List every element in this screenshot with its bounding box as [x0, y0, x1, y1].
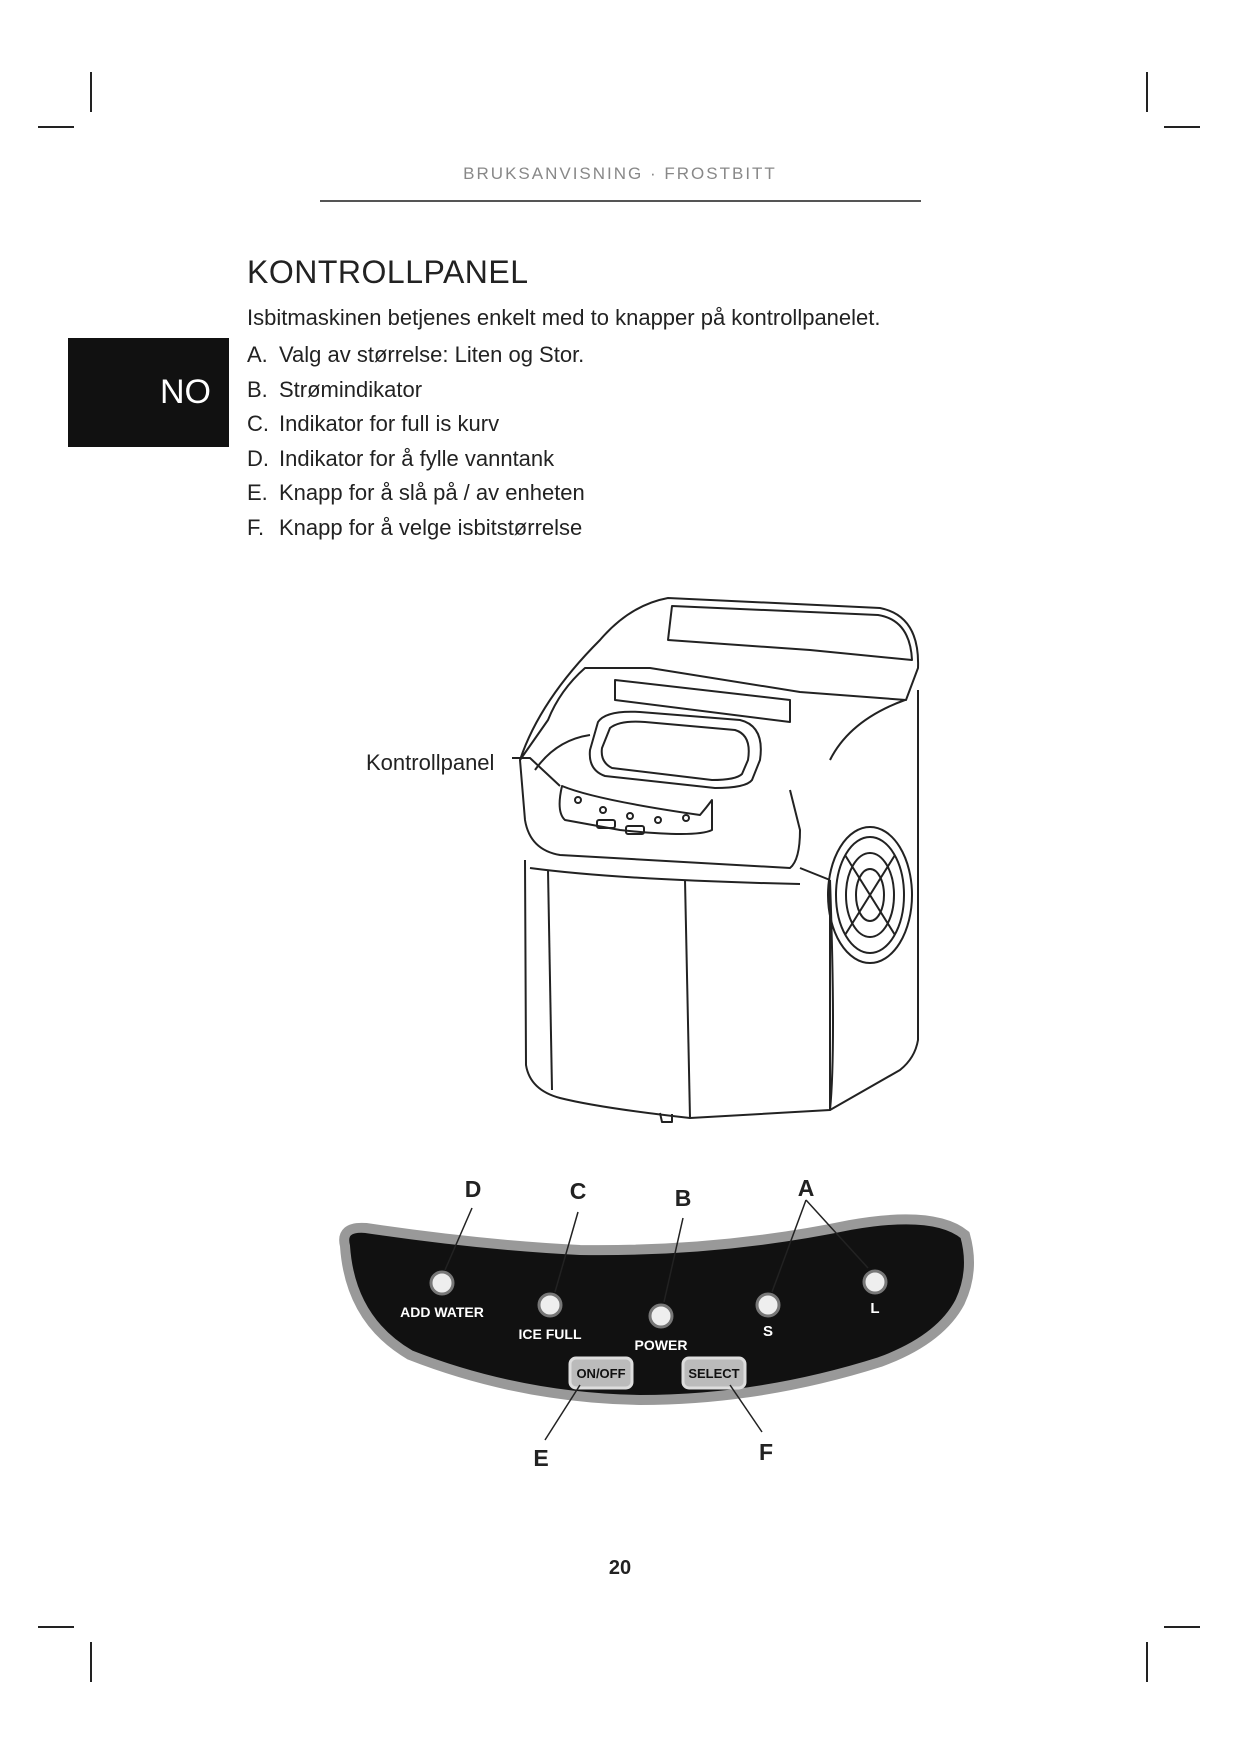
select-button[interactable]: [683, 1358, 745, 1388]
list-item: C. Indikator for full is kurv: [247, 411, 500, 436]
ice-full-label: ICE FULL: [518, 1326, 582, 1342]
list-item: D. Indikator for å fylle vanntank: [247, 445, 555, 471]
large-label: L: [870, 1300, 880, 1317]
list-item: F. Knapp for å velge isbitstørrelse: [247, 514, 583, 540]
list-item: B. Strømindikator: [247, 376, 423, 402]
section-intro: Isbitmaskinen betjenes enkelt med to knapper på kontrollpanelet.: [247, 305, 881, 330]
small-label: S: [762, 1323, 774, 1340]
add-water-label: ADD WATER: [400, 1304, 484, 1320]
small-indicator: [757, 1294, 779, 1316]
callout-c: C: [569, 1178, 587, 1204]
on-off-button[interactable]: [570, 1358, 632, 1388]
language-tab-label: NO: [160, 373, 211, 411]
power-indicator: [650, 1305, 672, 1327]
callout-d: D: [464, 1176, 482, 1202]
on-off-button-label: ON/OFF: [576, 1366, 626, 1381]
list-item: A. Valg av størrelse: Liten og Stor.: [247, 342, 585, 367]
control-panel-callout: Kontrollpanel: [366, 750, 495, 775]
callout-b: B: [674, 1185, 692, 1211]
ice-full-indicator: [539, 1294, 561, 1316]
section-title: KONTROLLPANEL: [247, 254, 529, 290]
select-button-label: SELECT: [688, 1366, 740, 1381]
list-item: E. Knapp for å slå på / av enheten: [247, 480, 585, 505]
page-number: 20: [608, 1557, 632, 1579]
add-water-indicator: [431, 1272, 453, 1294]
running-header: BRUKSANVISNING · FROSTBITT: [463, 164, 777, 183]
callout-e: E: [533, 1445, 549, 1471]
callout-a: A: [797, 1175, 815, 1201]
callout-f: F: [758, 1439, 774, 1465]
power-label: POWER: [634, 1337, 688, 1353]
large-indicator: [864, 1271, 886, 1293]
